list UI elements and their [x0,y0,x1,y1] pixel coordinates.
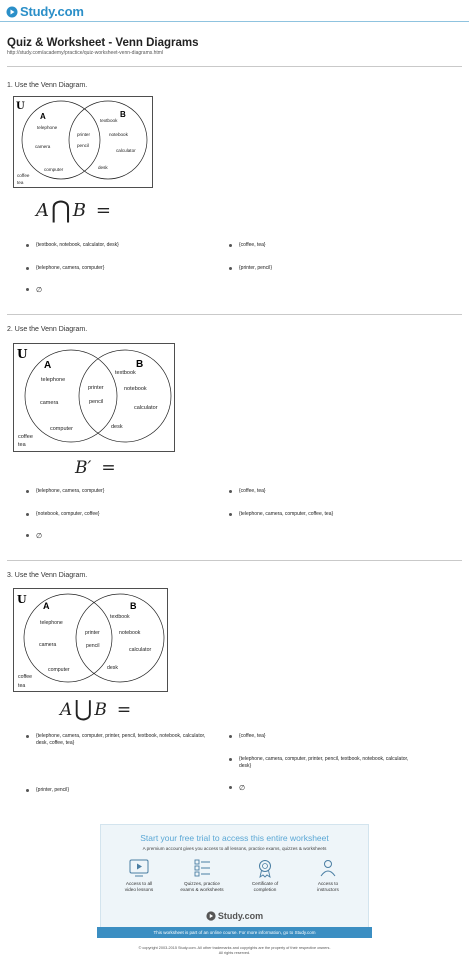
venn-item: calculator [129,647,152,653]
venn-item: notebook [109,132,128,137]
formula-left: A [60,699,73,720]
question-1-prompt: 1. Use the Venn Diagram. [7,82,88,89]
venn-item: coffee [17,173,30,178]
feature-certificate [235,858,295,894]
feature-quizzes [172,858,232,894]
radio-bullet [229,735,232,738]
study-logo-icon [6,6,18,18]
venn-item: calculator [116,148,136,153]
radio-bullet [229,490,232,493]
formula-right: B [94,699,107,720]
answer-option[interactable]: {textbook, notebook, calculator, desk} [26,242,119,249]
venn-diagram-3 [13,588,168,692]
venn-item: pencil [77,143,90,148]
venn-item: camera [40,400,59,406]
venn-item: camera [35,144,51,149]
answer-option[interactable]: {telephone, camera, computer} [26,488,104,495]
answer-option[interactable]: {coffee, tea} [229,242,266,249]
venn-item: telephone [40,620,63,626]
venn-item: tea [18,683,26,689]
feature-label: Access to instructors [317,881,339,893]
logo-text: Study.com [20,4,84,19]
radio-bullet [26,735,29,738]
quiz-list-icon [191,858,213,878]
venn-item: pencil [86,643,100,649]
radio-bullet [26,534,29,537]
formula-left: B′ [75,458,92,478]
answer-option[interactable]: {telephone, camera, computer} [26,265,104,272]
question-1-formula [36,196,111,224]
universe-label: U [16,101,25,112]
study-logo-icon [206,911,216,921]
page-url: http://study.com/academy/practice/quiz-worksheet-venn-diagrams.html [7,50,164,56]
set-b-label: B [130,601,137,611]
venn-item: textbook [110,614,130,620]
venn-item: computer [44,167,64,172]
formula-equals: = [95,199,112,221]
answer-option[interactable]: ∅ [229,784,245,794]
venn-item: printer [88,385,104,391]
venn-item: tea [18,442,26,448]
venn-item: notebook [119,630,141,636]
venn-item: coffee [18,674,33,680]
venn-diagram-1 [13,96,153,188]
radio-bullet [229,786,232,789]
universe-label: U [17,593,27,606]
venn-item: desk [107,665,118,671]
promo-title[interactable]: Start your free trial to access this entire worksheet [140,833,329,843]
intersection-symbol: ⋂ [51,196,71,224]
instructor-icon [317,858,339,878]
question-2-formula [75,458,116,478]
answer-option[interactable]: {coffee, tea} [229,733,266,740]
answer-option[interactable]: {telephone, camera, computer, coffee, tea} [229,511,333,518]
venn-item: computer [50,426,73,432]
answer-option[interactable]: {printer, pencil} [229,265,272,272]
formula-right: B [72,199,86,221]
answer-option[interactable]: {telephone, camera, computer, printer, pencil, textbook, notebook, calculator, desk} [229,756,409,771]
venn-item: camera [39,642,57,648]
question-2-prompt: 2. Use the Venn Diagram. [7,326,88,333]
venn-diagram-2 [13,343,175,452]
formula-equals: = [101,458,116,478]
set-a-label: A [44,360,52,371]
feature-video-lessons [109,858,169,894]
set-a-label: A [40,112,46,121]
promo-subtitle: A premium account gives you access to all lessons, practice exams, quizzes & worksheets [142,846,327,851]
answer-option[interactable]: ∅ [26,532,42,542]
set-b-label: B [136,359,144,370]
venn-item: desk [111,424,123,430]
answer-option[interactable]: {printer, pencil} [26,787,69,794]
venn-item: calculator [134,405,158,411]
copyright-footer [0,946,469,957]
question-3-prompt: 3. Use the Venn Diagram. [7,572,88,579]
study-logo[interactable] [6,4,84,19]
promo-study-logo[interactable] [101,911,368,921]
venn-item: computer [48,667,70,673]
section-divider [7,314,462,315]
venn-item: notebook [124,386,147,392]
venn-item: pencil [89,399,104,405]
section-divider [7,66,462,67]
certificate-icon [254,858,276,878]
radio-bullet [229,758,232,761]
course-info-bar[interactable]: This worksheet is part of an online course. For more information, go to Study.com [97,927,372,938]
radio-bullet [26,267,29,270]
venn-item: printer [77,132,91,137]
venn-item: printer [85,630,100,636]
radio-bullet [26,513,29,516]
video-lesson-icon [128,858,150,878]
universe-label: U [17,347,28,361]
promo-logo-text: Study.com [217,911,264,921]
answer-option[interactable]: {coffee, tea} [229,488,266,495]
venn-item: desk [98,165,108,170]
formula-left: A [36,199,49,221]
venn-item: telephone [41,377,66,383]
radio-bullet [26,288,29,291]
feature-label: Quizzes, practice exams & worksheets [180,881,224,893]
answer-option[interactable]: {notebook, computer, coffee} [26,511,100,518]
formula-equals: = [116,699,132,720]
set-a-label: A [43,601,50,611]
union-symbol: ⋃ [74,697,93,722]
feature-instructors [298,858,358,894]
page-title: Quiz & Worksheet - Venn Diagrams [7,37,199,49]
radio-bullet [229,267,232,270]
venn-item: textbook [100,118,118,123]
set-b-label: B [120,110,126,119]
feature-label: Certificate of completion [251,881,279,893]
venn-item: telephone [37,125,58,130]
answer-option[interactable]: {telephone, camera, computer, printer, pencil, textbook, notebook, calculator, desk, coffee, tea} [26,733,206,748]
copyright-line: All rights reserved. [218,951,251,956]
radio-bullet [26,244,29,247]
venn-item: coffee [18,434,33,440]
radio-bullet [229,513,232,516]
question-3-formula [60,697,131,722]
radio-bullet [26,490,29,493]
copyright-line: © copyright 2003-2015 Study.com. All other trademarks and copyrights are the property of their respective owners. [138,946,331,950]
venn-item: tea [17,180,24,185]
answer-option[interactable]: ∅ [26,286,42,296]
venn-item: textbook [115,370,136,376]
radio-bullet [26,789,29,792]
header-divider [0,21,469,22]
premium-promo [100,824,369,938]
section-divider [7,560,462,561]
radio-bullet [229,244,232,247]
feature-label: Access to all video lessons [124,881,154,893]
